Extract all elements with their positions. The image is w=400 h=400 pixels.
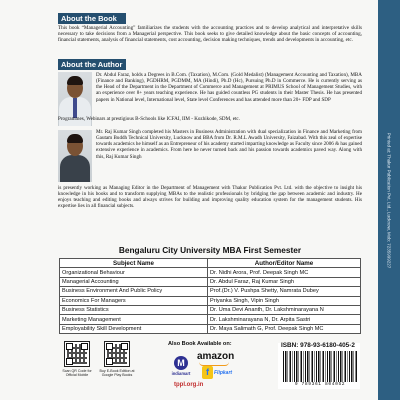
amazon-logo[interactable]	[197, 351, 234, 362]
author-column-header: Author/Editor Name	[208, 259, 361, 268]
qr-corner-marker	[106, 358, 113, 365]
indiamart-wordmark: indiamart	[171, 371, 191, 376]
table-row	[60, 315, 361, 324]
subject-cell: Employability Skill Development	[60, 324, 208, 333]
subject-cell: Economics For Managers	[60, 296, 208, 305]
table-row	[60, 324, 361, 333]
author2-photo	[58, 130, 92, 182]
author1-photo-hair	[67, 76, 83, 85]
qr-corner-marker	[66, 358, 73, 365]
author2-bio-continued: is presently working as Managing Editor in the Department of Management with Thakur Publication Pvt. Ltd. with the objective to insight his knowledge in his books and to transform supplying MBAs to the realistic professionals by bridging the gap between academic and industry. He enjoys teaching and editing books and always strives for building and improving quality education system for the management students. His expertise lies in all financial subjects.	[58, 185, 362, 210]
author2-bio: Mr. Raj Kumar Singh completed his Masters in Business Administration with dual specialization in Finance and Marketing from Gautam Buddh Technical University, Lucknow and BBA from Dr. R.M.L Awadh University, Faizabad. With this zeal of expertise towards academics he himself as an Entrepreneur of his academy started imparting knowledge as Faculty since 2006 & has gained extensive experience in academics. From here he never turned back and his passion towards academics paved way. Along with this, Raj Kumar Singh	[96, 129, 362, 160]
qr-corner-marker	[81, 343, 88, 350]
flipkart-logo[interactable]	[201, 366, 233, 380]
author-cell: Dr. Maya Salimath G, Prof. Deepak Singh MC	[208, 324, 361, 333]
subjects-table	[59, 258, 361, 334]
indiamart-logo[interactable]	[168, 356, 194, 378]
table-row	[60, 277, 361, 286]
subject-cell: Organizational Behaviour	[60, 268, 208, 277]
qr-corner-marker	[106, 343, 113, 350]
qr-code-mobile[interactable]	[64, 341, 90, 367]
author2-photo-hair	[67, 134, 83, 143]
barcode-digits: 9 789361 804052	[283, 382, 357, 387]
qr-corner-marker	[121, 343, 128, 350]
about-book-heading: About the Book	[58, 13, 126, 24]
table-row	[60, 287, 361, 296]
subject-cell: Business Statistics	[60, 305, 208, 314]
qr-ebook-caption: Buy E-Book Edition at Google Play Books	[99, 369, 135, 378]
table-row	[60, 305, 361, 314]
also-available-label: Also Book Available on:	[168, 341, 232, 347]
author1-photo-tie	[73, 98, 77, 118]
subject-column-header: Subject Name	[60, 259, 208, 268]
syllabus-title: Bengaluru City University MBA First Semester	[118, 245, 302, 255]
author-cell: Dr. Abdul Faraz, Raj Kumar Singh	[208, 277, 361, 286]
flipkart-wordmark: Flipkart	[214, 370, 233, 376]
side-printer-label: Printed at: Thakur Publication Pvt. Ltd., Lucknow, Mob: 7235999227	[386, 132, 392, 268]
subject-cell: Managerial Accounting	[60, 277, 208, 286]
author2-photo-jacket	[60, 155, 90, 182]
table-row	[60, 268, 361, 277]
flipkart-bag-icon: f	[202, 366, 213, 379]
author-cell: Dr. Nidhi Arora, Prof. Deepak Singh MC	[208, 268, 361, 277]
barcode	[283, 351, 357, 382]
about-author-heading: About the Author	[58, 59, 126, 70]
table-header-row	[60, 259, 361, 268]
qr-corner-marker	[66, 343, 73, 350]
website-link[interactable]: tppl.org.in	[174, 382, 204, 388]
side-printer-text	[382, 60, 396, 340]
author1-bio-continued: Programmes, Webinars at prestigious B-Schools like ICFAI, IIM - Kozhikode, SDM, etc.	[58, 116, 240, 122]
table-row	[60, 296, 361, 305]
author1-bio: Dr. Abdul Faraz, holds a Degrees in B.Com. (Taxation), M.Com. (Gold Medalist) (Management Accounting and Taxation), MBA (Finance and Banking), PGDHRM, PGDMM, MA (Hindi), Ph.D (Hc), Pursuing Ph.D in Commerce. He is currently serving as the Head of the Department in the Department of Commerce and Management at PRIMUS School of Management Studies, with an experience over 8+ years teaching experience. He has guided countless PG students in their Master Thesis. He has presented papers in National level, International level, State level Conferences and has attended more than 20+ FDP and SDP	[96, 72, 362, 103]
author-cell: Dr. Lakshminarayana N, Dr. Arpita Sastri	[208, 315, 361, 324]
author-cell: Priyanka Singh, Vipin Singh	[208, 296, 361, 305]
about-book-paragraph: This book “Managerial Accounting” familiarizes the students with the accounting practices and to develop analytical and interpretative skills necessary to take decisions from a Managerial perspective. This book seeks to give detailed knowledge about the basic concepts of accounting, financial statements, analysis of financial statements, cost accounting, decision making techniques, trends and developments in accounting, etc.	[58, 25, 362, 44]
subject-cell: Business Environment And Public Policy	[60, 287, 208, 296]
indiamart-m-icon: M	[174, 356, 188, 370]
author-cell: Dr. Uma Devi Ananth, Dr. Lakshminarayana N	[208, 305, 361, 314]
isbn-label: ISBN: 978-93-6180-405-2	[281, 342, 355, 349]
qr-mobile-caption: Scan QR Code for Official Mobile	[62, 369, 92, 378]
amazon-wordmark: amazon	[197, 351, 235, 362]
author-cell: Prof.(Dr.) V. Pushpa Shetty, Namrata Dubey	[208, 287, 361, 296]
subject-cell: Marketing Management	[60, 315, 208, 324]
qr-code-ebook[interactable]	[104, 341, 130, 367]
